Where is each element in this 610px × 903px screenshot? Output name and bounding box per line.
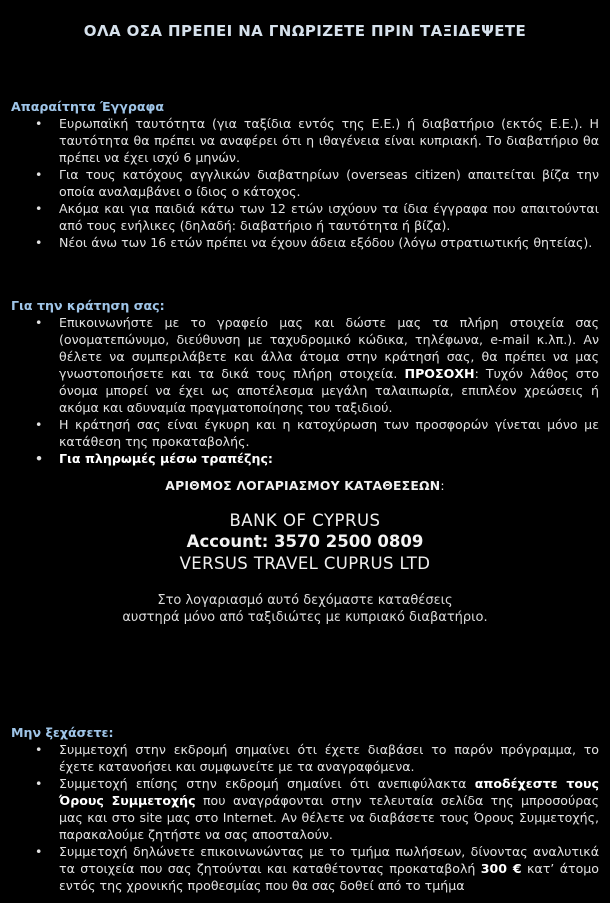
account-title-colon: :: [440, 478, 445, 493]
bank-name: BANK OF CYPRUS: [229, 511, 381, 530]
list-item: • Ακόμα και για παιδιά κάτω των 12 ετών ισχύουν τα ίδια έγγραφα που απαιτούνται από τους ενήλικες (δηλαδή: διαβατήριο ή ταυτότητα ή βίζα).: [59, 200, 599, 234]
reminders-heading: Μην ξεχάσετε:: [11, 725, 114, 740]
list-item: [59, 314, 599, 416]
reminder-text: που αναγράφονται στην τελευταία σελίδα της μπροσούρας μας και στο site μας στο Internet. Αν θέλετε να διαβάσετε τους Όρους Συμμετοχής, παρακαλούμε ζητήστε να σας αποσταλούν.: [59, 793, 599, 842]
list-item: • Η κράτησή σας είναι έγκυρη και η κατοχύρωση των προσφορών γίνεται μόνο με κατάθεση της προκαταβολής.: [59, 416, 599, 450]
list-item: • Ευρωπαϊκή ταυτότητα (για ταξίδια εντός της Ε.Ε.) ή διαβατήριο (εκτός Ε.Ε.). Η ταυτότητα θα πρέπει να αναφέρει ότι η ιθαγένεια είναι κυπριακή. Το διαβατήριο θα πρέπει να έχει ισχύ 6 μηνών.: [59, 115, 599, 166]
account-title-text: ΑΡΙΘΜΟΣ ΛΟΓΑΡΙΑΣΜΟΥ ΚΑΤΑΘΕΣΕΩΝ: [165, 478, 441, 493]
deposit-note-line: αυστηρά μόνο από ταξιδιώτες με κυπριακό διαβατήριο.: [122, 610, 488, 625]
reminders-list: [11, 741, 599, 894]
reminders-section: [11, 724, 599, 894]
booking-section: [11, 297, 599, 626]
list-item: • Για πληρωμές μέσω τραπέζης:: [59, 450, 599, 467]
warning-label: ΠΡΟΣΟΧΗ: [404, 366, 475, 381]
list-item: [59, 775, 599, 843]
booking-details-text: Επικοινωνήστε με το γραφείο μας και δώστε μας τα πλήρη στοιχεία σας (ονοματεπώνυμο, διεύθυνση με ταχυδρομικό κώδικα, τηλέφωνα, e-mail κ.λπ.). Αν θέλετε να συμπεριλάβετε και άλλα άτομα στην κράτησή σας, θα πρέπει να μας γνωστοποιήσετε και τα δικά τους πλήρη στοιχεία.: [59, 315, 599, 381]
booking-list: [11, 314, 599, 467]
list-item: [59, 843, 599, 894]
list-item: • Για τους κατόχους αγγλικών διαβατηρίων (overseas citizen) απαιτείται βίζα την οποία αναλαμβάνει ο ίδιος ο κάτοχος.: [59, 166, 599, 200]
list-item: • Συμμετοχή στην εκδρομή σημαίνει ότι έχετε διαβάσει το παρόν πρόγραμμα, το έχετε κατανοήσει και συμφωνείτε με τα αναγραφόμενα.: [59, 741, 599, 775]
list-item: • Νέοι άνω των 16 ετών πρέπει να έχουν άδεια εξόδου (λόγω στρατιωτικής θητείας).: [59, 234, 599, 251]
account-title: [11, 477, 599, 494]
warning-text: : Τυχόν λάθος στο όνομα μπορεί να έχει ως αποτέλεσμα μεγάλη ταλαιπωρία, επιπλέον χρεώσεις ή ακόμα και αδυναμία πραγματοποίησης του ταξιδιού.: [59, 366, 599, 415]
terms-emphasis: αποδέχεστε τους Όρους Συμμετοχής: [59, 776, 599, 808]
documents-heading: Απαραίτητα Έγγραφα: [11, 99, 164, 114]
deposit-note-line: Στο λογαριασμό αυτό δεχόμαστε καταθέσεις: [157, 593, 453, 608]
reminder-text: Συμμετοχή δηλώνετε επικοινωνώντας με το τμήμα πωλήσεων, δίνοντας αναλυτικά τα στοιχεία που σας ζητούνται και καταθέτοντας προκαταβολή: [59, 844, 599, 876]
account-number: Account: 3570 2500 0809: [186, 532, 424, 551]
company-name: VERSUS TRAVEL CUPRUS LTD: [179, 554, 431, 573]
reminder-text: κατ’ άτομο εντός της χρονικής προθεσμίας που θα σας δοθεί από το τμήμα: [59, 861, 600, 893]
page-title: ΟΛΑ ΟΣΑ ΠΡΕΠΕΙ ΝΑ ΓΝΩΡΙΖΕΤΕ ΠΡΙΝ ΤΑΞΙΔΕΨΕΤΕ: [83, 22, 527, 40]
booking-heading: Για την κράτηση σας:: [11, 298, 165, 313]
documents-list: [11, 115, 599, 251]
documents-section: [11, 98, 599, 251]
reminder-text: Συμμετοχή επίσης στην εκδρομή σημαίνει ότι ανεπιφύλακτα: [59, 776, 475, 791]
deposit-amount: 300 €: [480, 861, 522, 876]
deposit-note: [11, 592, 599, 626]
